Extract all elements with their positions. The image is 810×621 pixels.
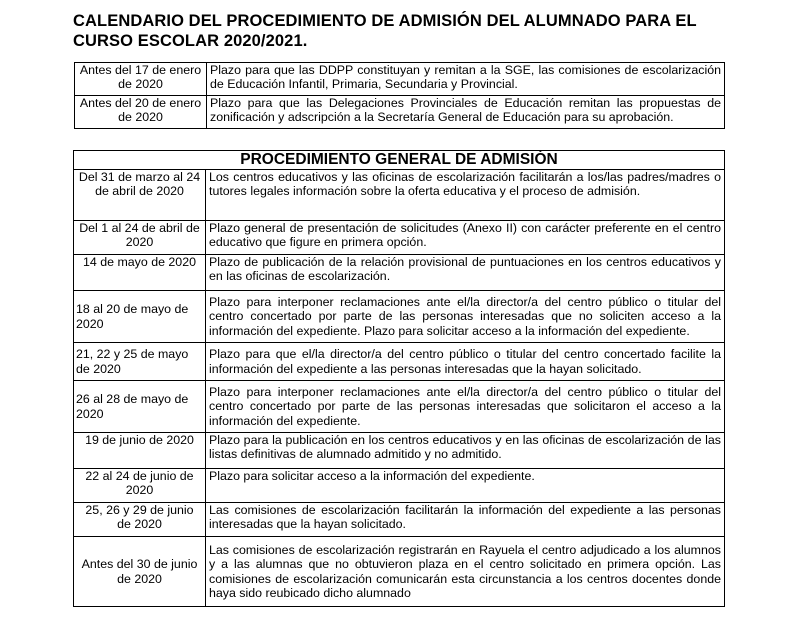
- row-date: 21, 22 y 25 de mayo de 2020: [74, 343, 206, 381]
- row-date: 26 al 28 de mayo de 2020: [74, 381, 206, 433]
- table-row: [74, 255, 725, 291]
- row-description: Plazo de publicación de la relación provisional de puntuaciones en los centros educativos y en las oficinas de escolarización.: [206, 255, 725, 291]
- table-row: [74, 537, 725, 607]
- row-date: Antes del 30 de junio de 2020: [74, 537, 206, 607]
- row-date: Del 1 al 24 de abril de 2020: [74, 221, 206, 255]
- table-row: [74, 291, 725, 343]
- table-row: [75, 96, 725, 129]
- row-description: Plazo para que las Delegaciones Provinciales de Educación remitan las propuestas de zonificación y adscripción a la Secretaría General de Educación para su aprobación.: [207, 96, 725, 129]
- table-row: [75, 63, 725, 96]
- row-description: Las comisiones de escolarización facilitarán la información del expediente a las personas interesadas que la hayan solicitado.: [206, 503, 725, 537]
- table-row: [74, 503, 725, 537]
- row-description: Plazo para interponer reclamaciones ante el/la director/a del centro público o titular del centro concertado por parte de las personas interesadas que no soliciten acceso a la información del expediente. Plazo para solicitar acceso a la información del expediente.: [206, 291, 725, 343]
- row-description: Plazo para la publicación en los centros educativos y en las oficinas de escolarización de las listas definitivas de alumnado admitido y no admitido.: [206, 433, 725, 469]
- row-description: Plazo para solicitar acceso a la información del expediente.: [206, 469, 725, 503]
- row-date: 25, 26 y 29 de junio de 2020: [74, 503, 206, 537]
- row-date: Antes del 17 de enero de 2020: [75, 63, 207, 96]
- row-description: Los centros educativos y las oficinas de escolarización facilitarán a los/las padres/madres o tutores legales información sobre la oferta educativa y el proceso de admisión.: [206, 170, 725, 221]
- row-description: Plazo para que el/la director/a del centro público o titular del centro concertado facilite la información del expediente a las personas interesadas que la hayan solicitado.: [206, 343, 725, 381]
- table-row: [74, 343, 725, 381]
- row-date: 14 de mayo de 2020: [74, 255, 206, 291]
- document-title: CALENDARIO DEL PROCEDIMIENTO DE ADMISIÓN DEL ALUMNADO PARA EL CURSO ESCOLAR 2020/2021.: [73, 12, 697, 50]
- table-row: [74, 381, 725, 433]
- table-header: PROCEDIMIENTO GENERAL DE ADMISIÓN: [74, 151, 725, 170]
- row-description: Plazo para que las DDPP constituyan y remitan a la SGE, las comisiones de escolarización de Educación Infantil, Primaria, Secundaria y Provincial.: [207, 63, 725, 96]
- row-description: Las comisiones de escolarización registrarán en Rayuela el centro adjudicado a los alumnos y a las alumnas que no obtuvieron plaza en el centro solicitado en primera opción. Las comisiones de escolarización comunicarán esta circunstancia a los centros docentes donde haya sido reubicado dicho alumnado: [206, 537, 725, 607]
- row-date: 22 al 24 de junio de 2020: [74, 469, 206, 503]
- row-date: Del 31 de marzo al 24 de abril de 2020: [74, 170, 206, 221]
- row-date: 19 de junio de 2020: [74, 433, 206, 469]
- table-row: [74, 469, 725, 503]
- table-row: [74, 433, 725, 469]
- admission-procedure-table: [73, 150, 725, 607]
- preliminary-calendar-table: [74, 62, 725, 129]
- row-description: Plazo general de presentación de solicitudes (Anexo II) con carácter preferente en el centro educativo que figure en primera opción.: [206, 221, 725, 255]
- table-row: [74, 221, 725, 255]
- table-header-row: [74, 151, 725, 170]
- row-date: Antes del 20 de enero de 2020: [75, 96, 207, 129]
- row-date: 18 al 20 de mayo de 2020: [74, 291, 206, 343]
- table-row: [74, 170, 725, 221]
- row-description: Plazo para interponer reclamaciones ante el/la director/a del centro público o titular del centro concertado por parte de las personas interesadas que solicitaron el acceso a la información del expediente.: [206, 381, 725, 433]
